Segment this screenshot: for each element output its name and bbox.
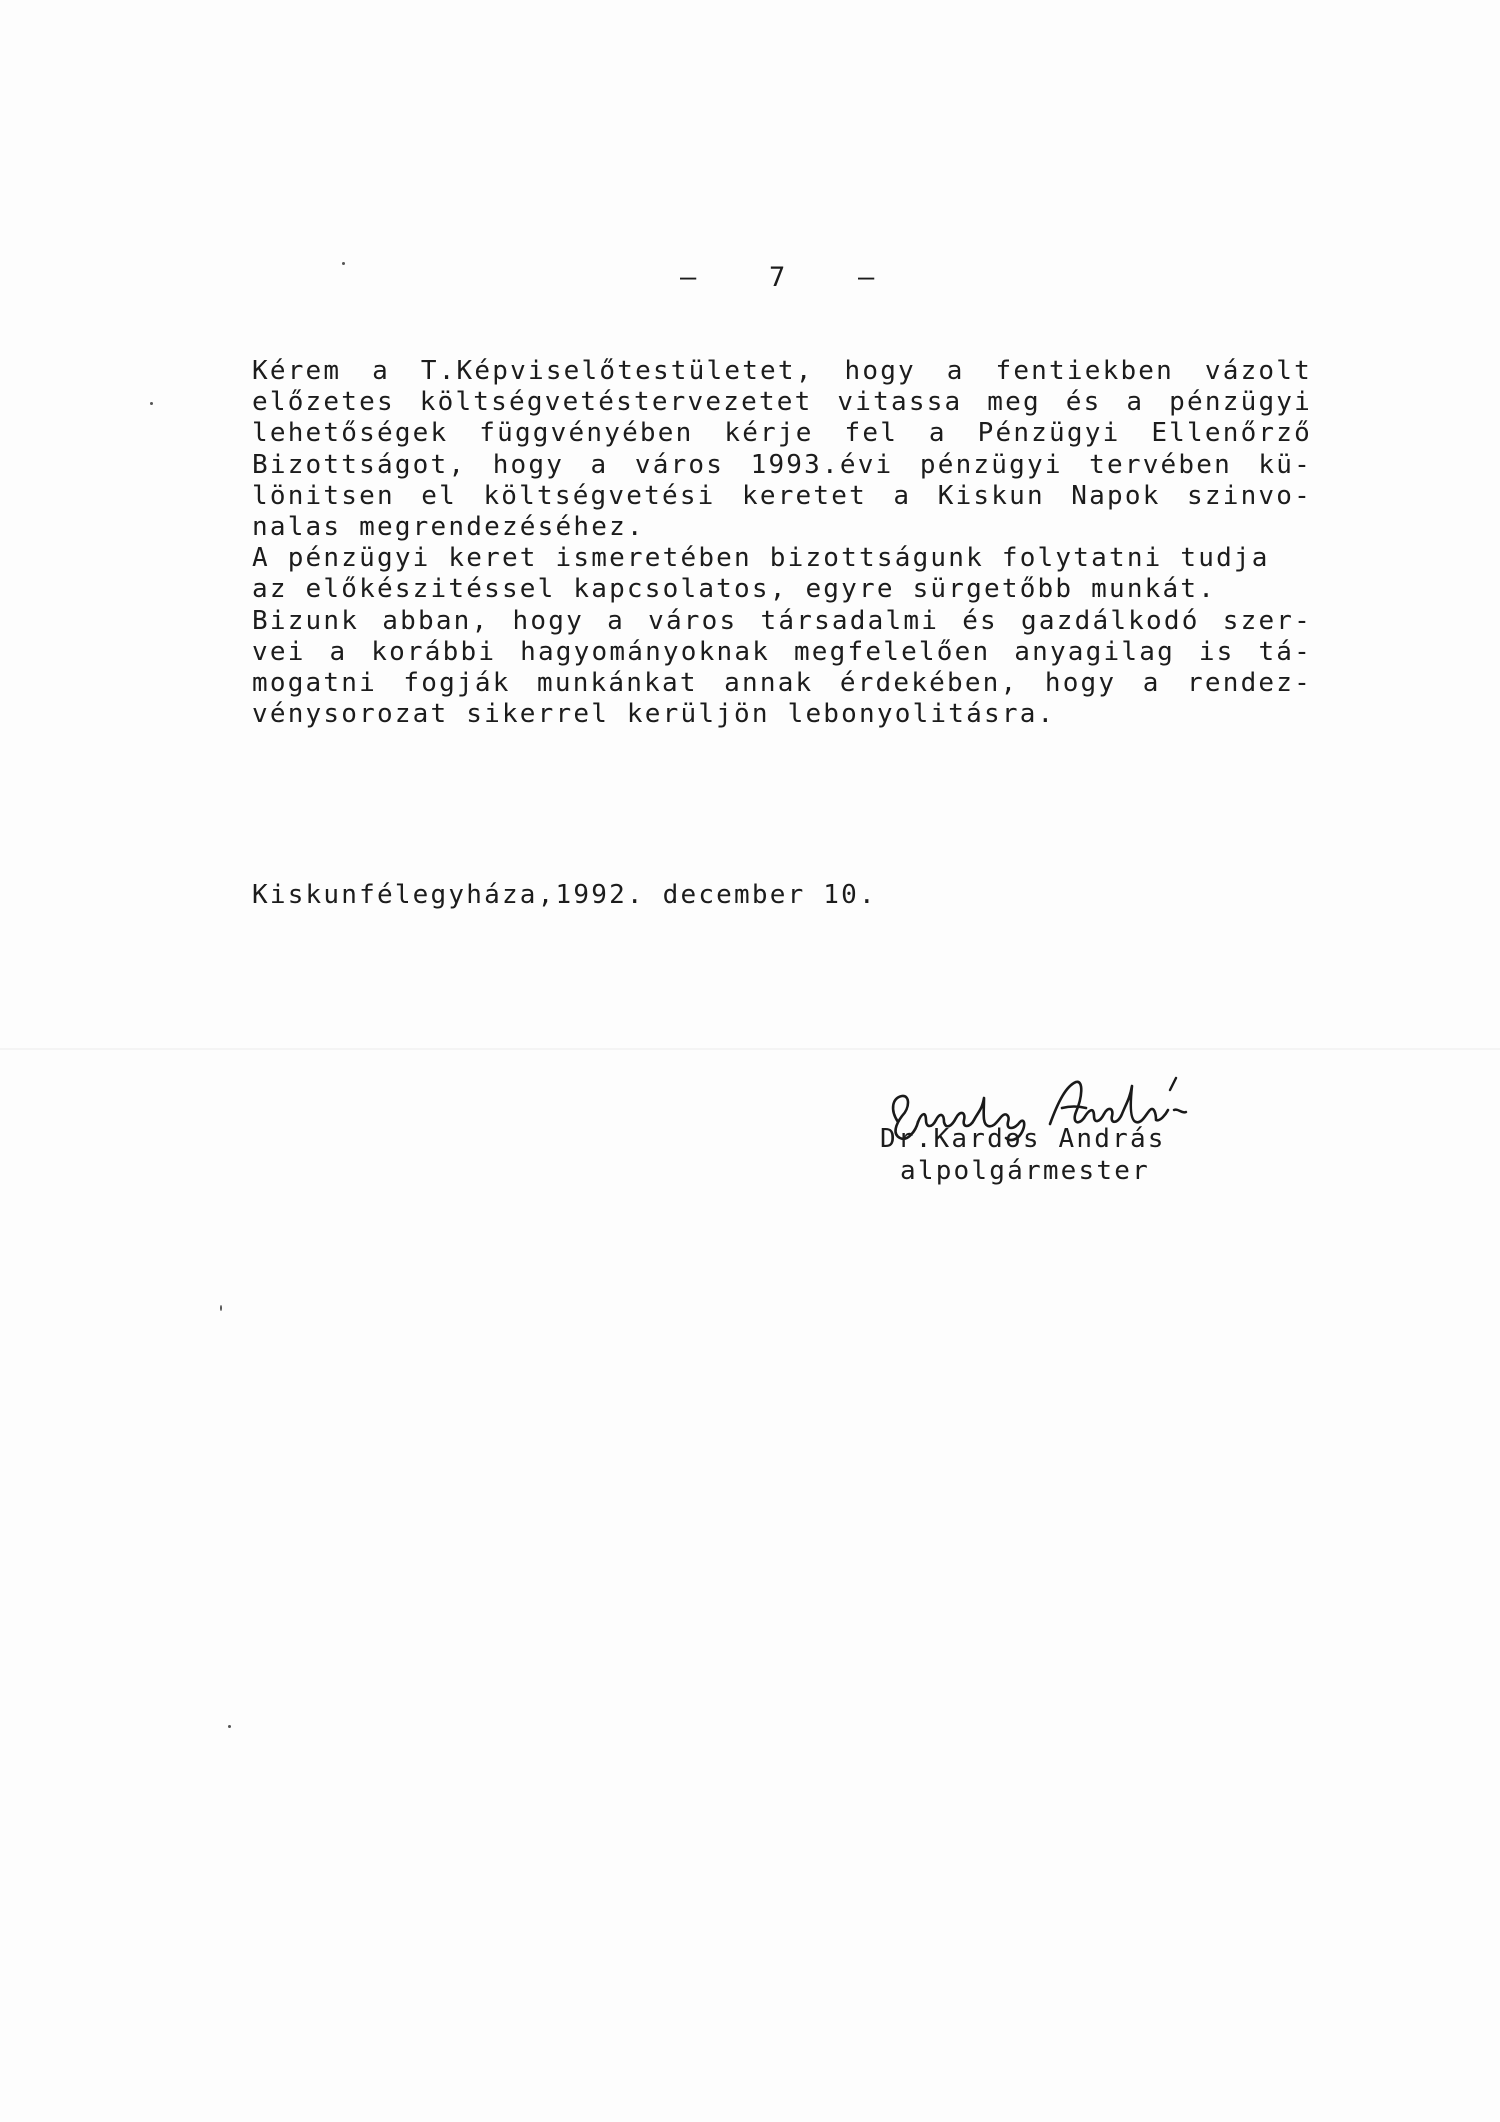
body-line: vénysorozat sikerrel kerüljön lebonyolitásra. xyxy=(252,699,1056,730)
body-line: lönitsen el költségvetési keretet a Kiskun Napok szinvo- xyxy=(252,480,1312,511)
body-line: Bizottságot, hogy a város 1993.évi pénzügyi tervében kü- xyxy=(252,449,1312,480)
paper-speck xyxy=(150,402,153,405)
body-line: mogatni fogják munkánkat annak érdekében, hogy a rendez- xyxy=(252,667,1312,698)
paper-speck xyxy=(228,1725,231,1728)
letter-body xyxy=(252,356,1312,730)
body-line: A pénzügyi keret ismeretében bizottságunk folytatni tudja xyxy=(252,543,1270,574)
date-line: Kiskunfélegyháza,1992. december 10. xyxy=(252,880,877,910)
page-number: – 7 – xyxy=(680,262,881,293)
signer-title: alpolgármester xyxy=(900,1156,1150,1186)
body-line: az előkészitéssel kapcsolatos, egyre sürgetőbb munkát. xyxy=(252,574,1217,605)
body-line: vei a korábbi hagyományoknak megfelelően anyagilag is tá- xyxy=(252,636,1312,667)
paper-fold-line xyxy=(0,1048,1500,1050)
body-line: nalas megrendezéséhez. xyxy=(252,511,645,542)
body-line: lehetőségek függvényében kérje fel a Pénzügyi Ellenőrző xyxy=(252,418,1312,449)
body-line: Bizunk abban, hogy a város társadalmi és gazdálkodó szer- xyxy=(252,605,1312,636)
body-line: előzetes költségvetéstervezetet vitassa meg és a pénzügyi xyxy=(252,387,1312,418)
paper-speck xyxy=(220,1305,222,1311)
signer-name: Dr.Kardos András xyxy=(880,1124,1166,1154)
paper-speck xyxy=(342,262,345,265)
body-line: Kérem a T.Képviselőtestületet, hogy a fentiekben vázolt xyxy=(252,356,1312,386)
